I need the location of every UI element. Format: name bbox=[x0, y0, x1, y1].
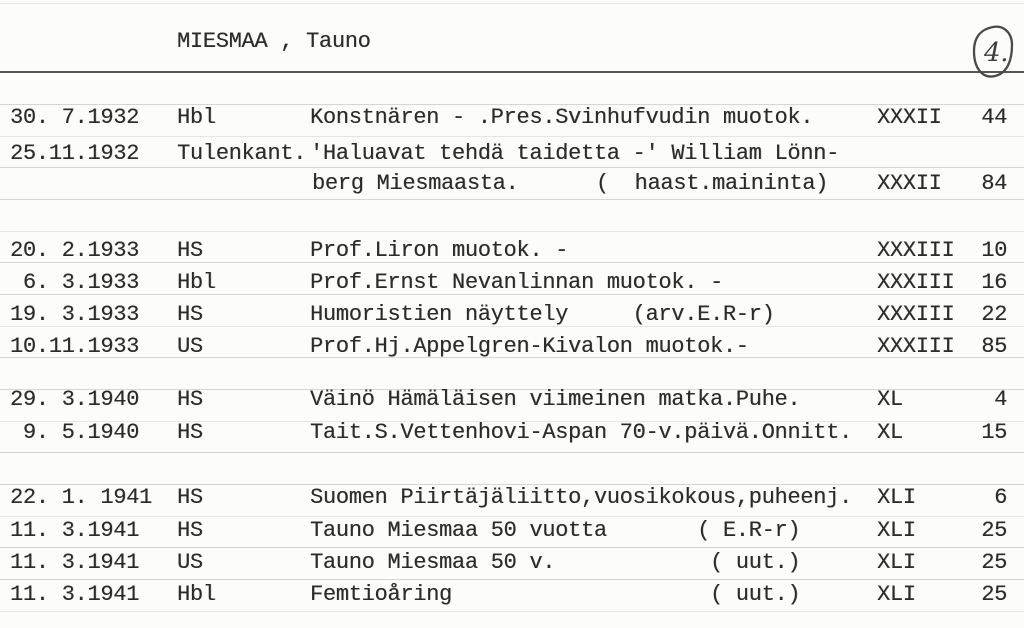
row-source: HS bbox=[177, 387, 203, 412]
row-source: HS bbox=[177, 420, 203, 445]
row-source: Hbl bbox=[177, 270, 216, 295]
row-description-line2: berg Miesmaasta. ( haast.maininta) bbox=[312, 171, 829, 196]
row-description: 'Haluavat tehdä taidetta -' William Lönn- bbox=[310, 141, 839, 166]
row-source: HS bbox=[177, 238, 203, 263]
row-date: 11. 3.1941 bbox=[10, 550, 140, 575]
row-volume: XXXII bbox=[877, 171, 942, 196]
page-number-badge bbox=[970, 24, 1016, 80]
row-page: 15 bbox=[981, 420, 1007, 445]
row-volume: XLI bbox=[877, 485, 916, 510]
row-page: 16 bbox=[981, 270, 1007, 295]
row-source: HS bbox=[177, 518, 203, 543]
row-source: US bbox=[177, 550, 203, 575]
row-page: 84 bbox=[981, 171, 1007, 196]
ruled-line bbox=[0, 3, 1024, 4]
row-source: HS bbox=[177, 485, 203, 510]
row-page: 25 bbox=[981, 518, 1007, 543]
row-page: 4 bbox=[994, 387, 1007, 412]
row-volume: XXXII bbox=[877, 105, 942, 130]
table-row bbox=[0, 143, 1024, 207]
table-row bbox=[0, 422, 1024, 486]
row-description: Suomen Piirtäjäliitto,vuosikokous,puheenj. bbox=[310, 485, 852, 510]
row-source: Tulenkant. bbox=[177, 141, 307, 166]
row-date: 19. 3.1933 bbox=[10, 302, 140, 327]
row-description: Humoristien näyttely (arv.E.R-r) bbox=[310, 302, 775, 327]
row-volume: XXXIII bbox=[877, 270, 955, 295]
row-volume: XL bbox=[877, 420, 903, 445]
row-volume: XXXIII bbox=[877, 302, 955, 327]
row-volume: XLI bbox=[877, 550, 916, 575]
row-source: US bbox=[177, 334, 203, 359]
row-page: 22 bbox=[981, 302, 1007, 327]
row-description: Konstnären - .Pres.Svinhufvudin muotok. bbox=[310, 105, 814, 130]
row-volume: XL bbox=[877, 387, 903, 412]
row-description: Femtioåring ( uut.) bbox=[310, 582, 801, 607]
row-volume: XLI bbox=[877, 518, 916, 543]
row-date: 25.11.1932 bbox=[10, 141, 140, 166]
row-date: 10.11.1933 bbox=[10, 334, 140, 359]
row-page: 85 bbox=[981, 334, 1007, 359]
row-page: 6 bbox=[994, 485, 1007, 510]
row-source: Hbl bbox=[177, 105, 216, 130]
row-source: HS bbox=[177, 302, 203, 327]
row-date: 22. 1. 1941 bbox=[10, 485, 152, 510]
row-volume: XXXIII bbox=[877, 334, 955, 359]
row-date: 9. 5.1940 bbox=[10, 420, 140, 445]
row-date: 29. 3.1940 bbox=[10, 387, 140, 412]
row-date: 6. 3.1933 bbox=[10, 270, 140, 295]
row-description: Prof.Ernst Nevanlinnan muotok. - bbox=[310, 270, 723, 295]
row-date: 20. 2.1933 bbox=[10, 238, 140, 263]
row-volume: XXXIII bbox=[877, 238, 955, 263]
row-date: 11. 3.1941 bbox=[10, 518, 140, 543]
page-number-text: 4. bbox=[984, 38, 1009, 68]
row-date: 11. 3.1941 bbox=[10, 582, 140, 607]
row-page: 10 bbox=[981, 238, 1007, 263]
row-date: 30. 7.1932 bbox=[10, 105, 140, 130]
header-divider bbox=[0, 71, 1024, 73]
row-description: Prof.Liron muotok. - bbox=[310, 238, 569, 263]
ruled-line bbox=[0, 231, 1024, 232]
row-page: 25 bbox=[981, 550, 1007, 575]
row-description: Väinö Hämäläisen viimeinen matka.Puhe. bbox=[310, 387, 801, 412]
table-row bbox=[0, 584, 1024, 628]
row-description: Tauno Miesmaa 50 vuotta ( E.R-r) bbox=[310, 518, 801, 543]
row-page: 25 bbox=[981, 582, 1007, 607]
row-page: 44 bbox=[981, 105, 1007, 130]
row-description: Tauno Miesmaa 50 v. ( uut.) bbox=[310, 550, 801, 575]
row-description: Prof.Hj.Appelgren-Kivalon muotok.- bbox=[310, 334, 749, 359]
row-description: Tait.S.Vettenhovi-Aspan 70-v.päivä.Onnitt. bbox=[310, 420, 852, 445]
row-volume: XLI bbox=[877, 582, 916, 607]
row-source: Hbl bbox=[177, 582, 216, 607]
page-title: MIESMAA , Tauno bbox=[177, 29, 371, 54]
